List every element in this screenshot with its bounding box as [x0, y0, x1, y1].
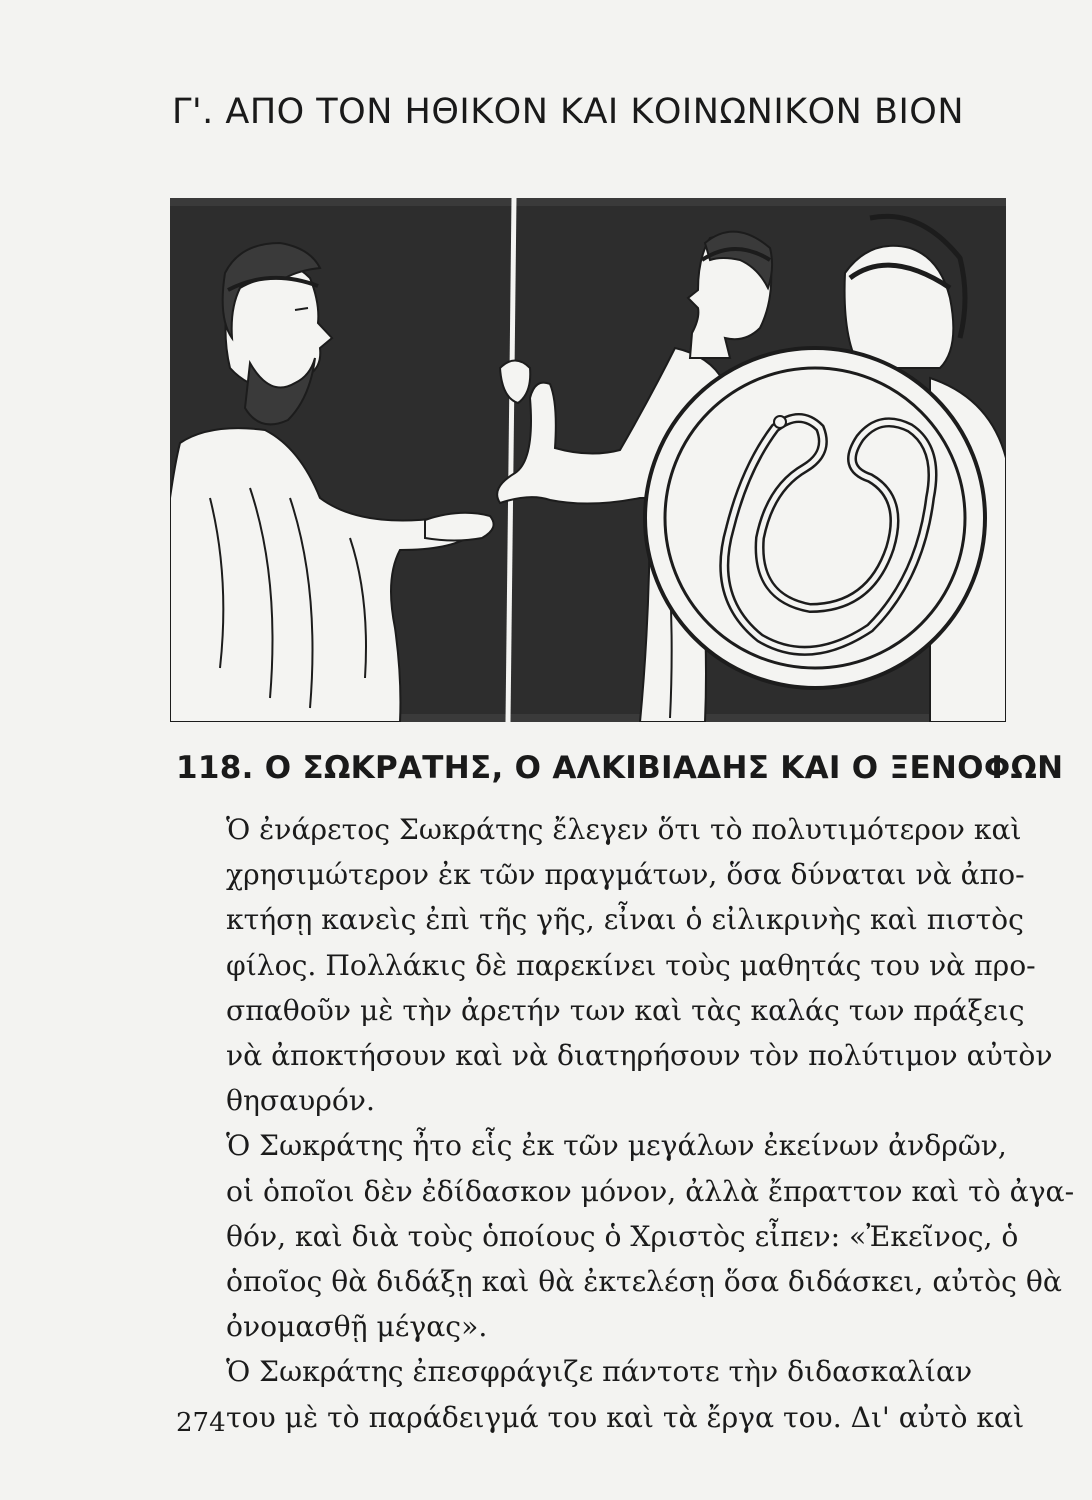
section-title: Γ'. ΑΠΟ ΤΟΝ ΗΘΙΚΟΝ ΚΑΙ ΚΟΙΝΩΝΙΚΟΝ ΒΙΟΝ	[172, 92, 965, 132]
text-line: του μὲ τὸ παράδειγμά του καὶ τὰ ἔργα του. Δι' αὐτὸ καὶ	[226, 1400, 1025, 1434]
paragraph	[176, 1349, 1025, 1439]
paragraph	[176, 1123, 1075, 1349]
text-line: οἱ ὁποῖοι δὲν ἐδίδασκον μόνον, ἀλλὰ ἔπραττον καὶ τὸ ἀγα-	[226, 1174, 1075, 1208]
text-line: νὰ ἀποκτήσουν καὶ νὰ διατηρήσουν τὸν πολύτιμον αὐτὸν	[226, 1039, 1053, 1073]
text-line: φίλος. Πολλάκις δὲ παρεκίνει τοὺς μαθητάς του νὰ προ-	[226, 948, 1036, 982]
text-line: Ὁ ἐνάρετος Σωκράτης ἔλεγεν ὅτι τὸ πολυτιμότερον καὶ	[226, 813, 1022, 846]
text-line: σπαθοῦν μὲ τὴν ἀρετήν των καὶ τὰς καλάς των πράξεις	[226, 993, 1025, 1027]
text-line: ὀνομασθῇ μέγας».	[226, 1310, 488, 1344]
page-number: 274	[176, 1408, 226, 1438]
paragraph	[176, 807, 1053, 1123]
text-line: χρησιμώτερον ἐκ τῶν πραγμάτων, ὅσα δύναται νὰ ἀπο-	[226, 858, 1025, 892]
text-line: Ὁ Σωκράτης ἐπεσφράγιζε πάντοτε τὴν διδασκαλίαν	[226, 1355, 973, 1389]
text-line: Ὁ Σωκράτης ἦτο εἷς ἐκ τῶν μεγάλων ἐκείνων ἀνδρῶν,	[226, 1129, 1007, 1163]
text-line: θόν, καὶ διὰ τοὺς ὁποίους ὁ Χριστὸς εἶπεν: «Ἐκεῖνος, ὁ	[226, 1219, 1019, 1253]
illustration-socrates-alcibiades	[170, 198, 1006, 722]
chapter-title: 118. Ο ΣΩΚΡΑΤΗΣ, Ο ΑΛΚΙΒΙΑΔΗΣ ΚΑΙ Ο ΞΕΝΟΦΩΝ	[176, 750, 1064, 786]
vase-painting-drawing	[170, 198, 1006, 722]
chapter-body	[176, 807, 1075, 1440]
text-line: κτήσῃ κανεὶς ἐπὶ τῆς γῆς, εἶναι ὁ εἰλικρινὴς καὶ πιστὸς	[226, 903, 1024, 937]
text-line: θησαυρόν.	[226, 1084, 375, 1118]
text-line: ὁποῖος θὰ διδάξῃ καὶ θὰ ἐκτελέσῃ ὅσα διδάσκει, αὐτὸς θὰ	[226, 1265, 1062, 1299]
